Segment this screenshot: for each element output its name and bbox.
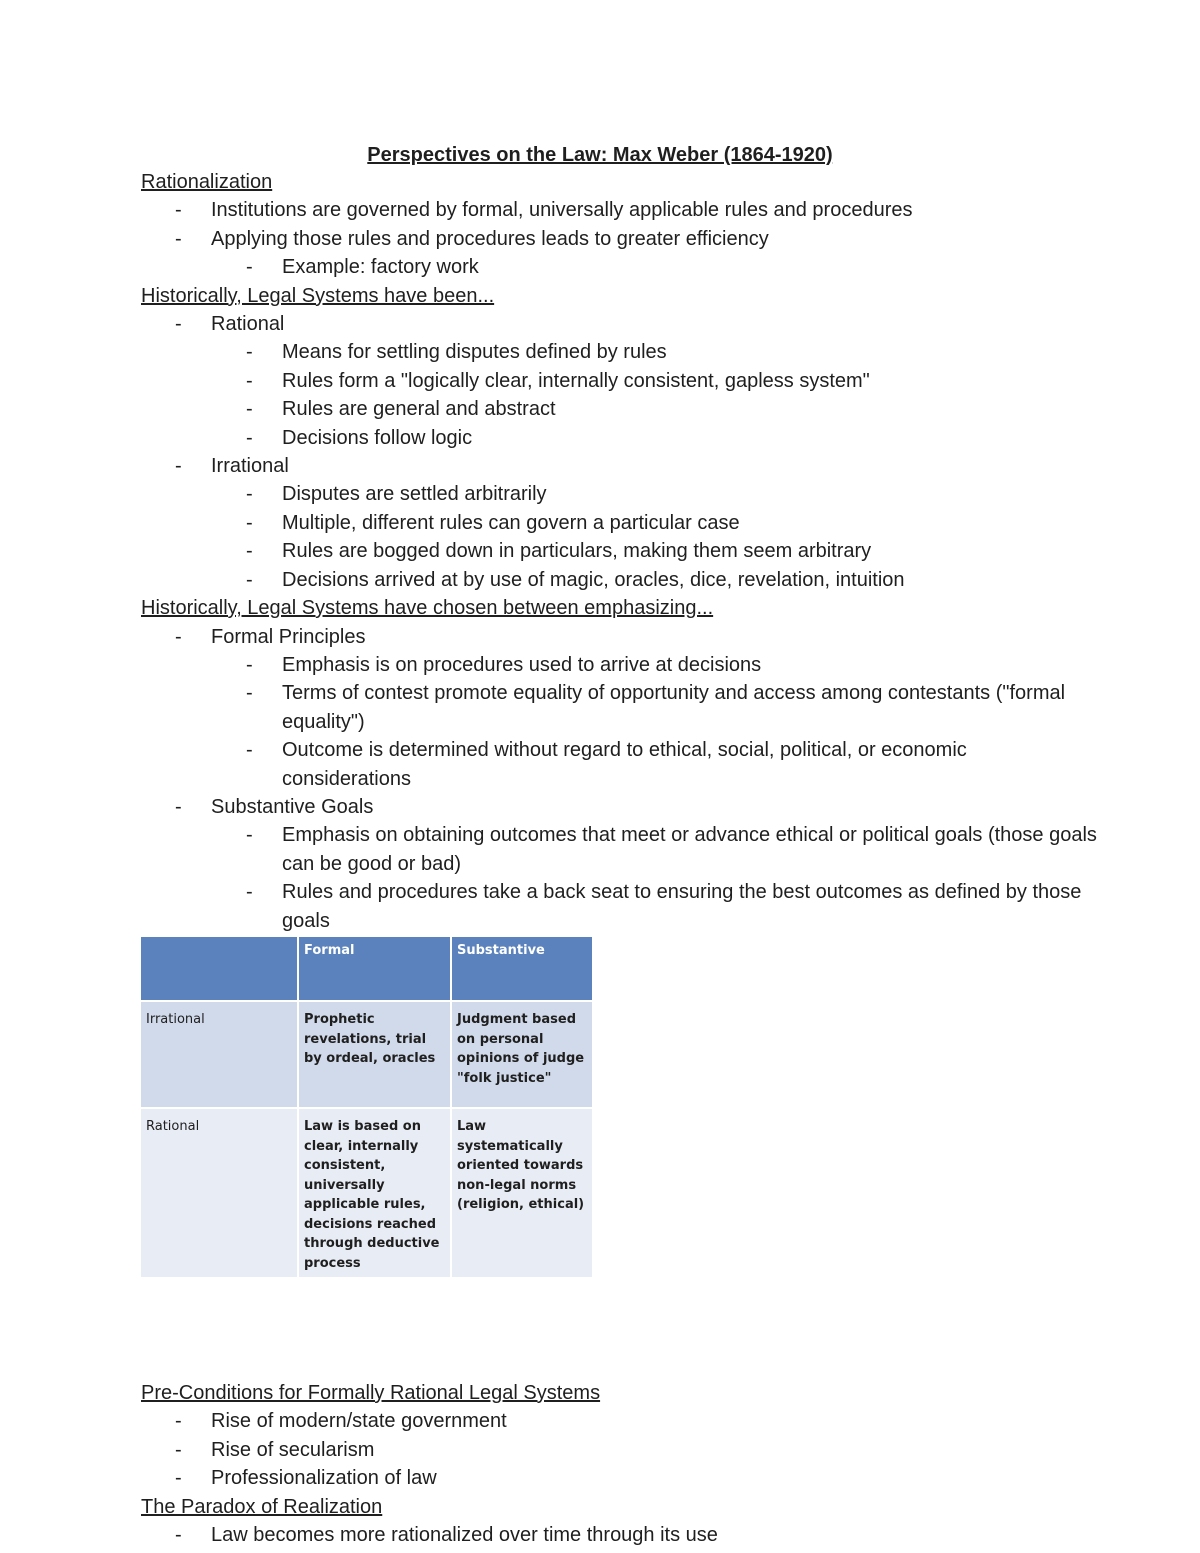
bullet-dash: - xyxy=(246,483,253,506)
bullet-dash: - xyxy=(175,795,182,818)
list-subitem: - Decisions arrived at by use of magic, oracles, dice, revelation, intuition xyxy=(141,566,1101,594)
list-subitem: - Disputes are settled arbitrarily xyxy=(141,480,1101,508)
bullet-dash: - xyxy=(246,398,253,421)
list-item: - Law becomes more rationalized over time through its use xyxy=(141,1521,1101,1549)
notes-body-continued xyxy=(141,1379,1101,1549)
table-header-formal: Formal xyxy=(298,937,451,1001)
heading-pre-conditions: Pre-Conditions for Formally Rational Legal Systems xyxy=(141,1382,601,1404)
bullet-dash: - xyxy=(246,739,253,762)
document-title: Perspectives on the Law: Max Weber (1864-1920) xyxy=(367,144,833,166)
bullet-dash: - xyxy=(175,313,182,336)
bullet-dash: - xyxy=(246,824,253,847)
list-item: - Rise of secularism xyxy=(141,1436,1101,1464)
list-subitem: - Rules and procedures take a back seat to ensuring the best outcomes as defined by those goals xyxy=(141,878,1101,935)
list-item-rational: - Rational xyxy=(141,310,1101,338)
bullet-dash: - xyxy=(175,1524,182,1547)
bullet-dash: - xyxy=(246,369,253,392)
bullet-dash: - xyxy=(175,1410,182,1433)
list-item: - Institutions are governed by formal, universally applicable rules and procedures xyxy=(141,196,1101,224)
bullet-dash: - xyxy=(246,568,253,591)
bullet-dash: - xyxy=(175,1438,182,1461)
table-cell: Law systematically oriented towards non-legal norms (religion, ethical) xyxy=(451,1108,592,1277)
list-subitem: - Means for settling disputes defined by rules xyxy=(141,338,1101,366)
list-item-formal: - Formal Principles xyxy=(141,623,1101,651)
bullet-dash: - xyxy=(246,881,253,904)
table-header-substantive: Substantive xyxy=(451,937,592,1001)
table-row xyxy=(141,1001,592,1108)
list-subitem: - Outcome is determined without regard to ethical, social, political, or economic considerations xyxy=(141,736,1101,793)
heading-paradox-of-realization: The Paradox of Realization xyxy=(141,1495,383,1518)
table-row-label: Irrational xyxy=(141,1001,298,1108)
table-row xyxy=(141,1108,592,1277)
bullet-dash: - xyxy=(246,341,253,364)
list-item: - Rise of modern/state government xyxy=(141,1407,1101,1435)
bullet-dash: - xyxy=(246,256,253,279)
list-subitem: - Rules are bogged down in particulars, making them seem arbitrary xyxy=(141,537,1101,565)
list-subitem: - Rules form a "logically clear, internally consistent, gapless system" xyxy=(141,367,1101,395)
bullet-dash: - xyxy=(246,540,253,563)
list-subitem: - Example: factory work xyxy=(141,253,1101,281)
bullet-dash: - xyxy=(175,625,182,648)
heading-rationalization: Rationalization xyxy=(141,171,273,193)
bullet-dash: - xyxy=(246,653,253,676)
table-header-cell xyxy=(141,937,298,1001)
weber-law-types-table xyxy=(141,937,592,1277)
table-cell: Prophetic revelations, trial by ordeal, oracles xyxy=(298,1001,451,1108)
list-item: - Applying those rules and procedures leads to greater efficiency xyxy=(141,225,1101,253)
list-subitem: - Terms of contest promote equality of opportunity and access among contestants ("formal equality") xyxy=(141,679,1101,736)
list-item: - Professionalization of law xyxy=(141,1464,1101,1492)
heading-legal-systems-have-been: Historically, Legal Systems have been... xyxy=(141,284,495,307)
list-subitem: - Rules are general and abstract xyxy=(141,395,1101,423)
bullet-dash: - xyxy=(175,227,182,250)
table-header-row xyxy=(141,937,592,1001)
list-subitem: - Multiple, different rules can govern a particular case xyxy=(141,509,1101,537)
table-cell: Law is based on clear, internally consistent, universally applicable rules, decisions reached through deductive process xyxy=(298,1108,451,1277)
notes-body xyxy=(141,168,1101,935)
table-row-label: Rational xyxy=(141,1108,298,1277)
bullet-dash: - xyxy=(175,199,182,222)
bullet-dash: - xyxy=(175,455,182,478)
list-subitem: - Emphasis on obtaining outcomes that meet or advance ethical or political goals (those goals can be good or bad) xyxy=(141,821,1101,878)
list-subitem: - Emphasis is on procedures used to arrive at decisions xyxy=(141,651,1101,679)
bullet-dash: - xyxy=(246,426,253,449)
list-item-substantive: - Substantive Goals xyxy=(141,793,1101,821)
bullet-dash: - xyxy=(246,682,253,705)
bullet-dash: - xyxy=(246,511,253,534)
table-cell: Judgment based on personal opinions of judge "folk justice" xyxy=(451,1001,592,1108)
bullet-dash: - xyxy=(175,1467,182,1490)
list-item-irrational: - Irrational xyxy=(141,452,1101,480)
list-subitem: - Decisions follow logic xyxy=(141,424,1101,452)
heading-legal-systems-chosen: Historically, Legal Systems have chosen between emphasizing... xyxy=(141,597,714,620)
